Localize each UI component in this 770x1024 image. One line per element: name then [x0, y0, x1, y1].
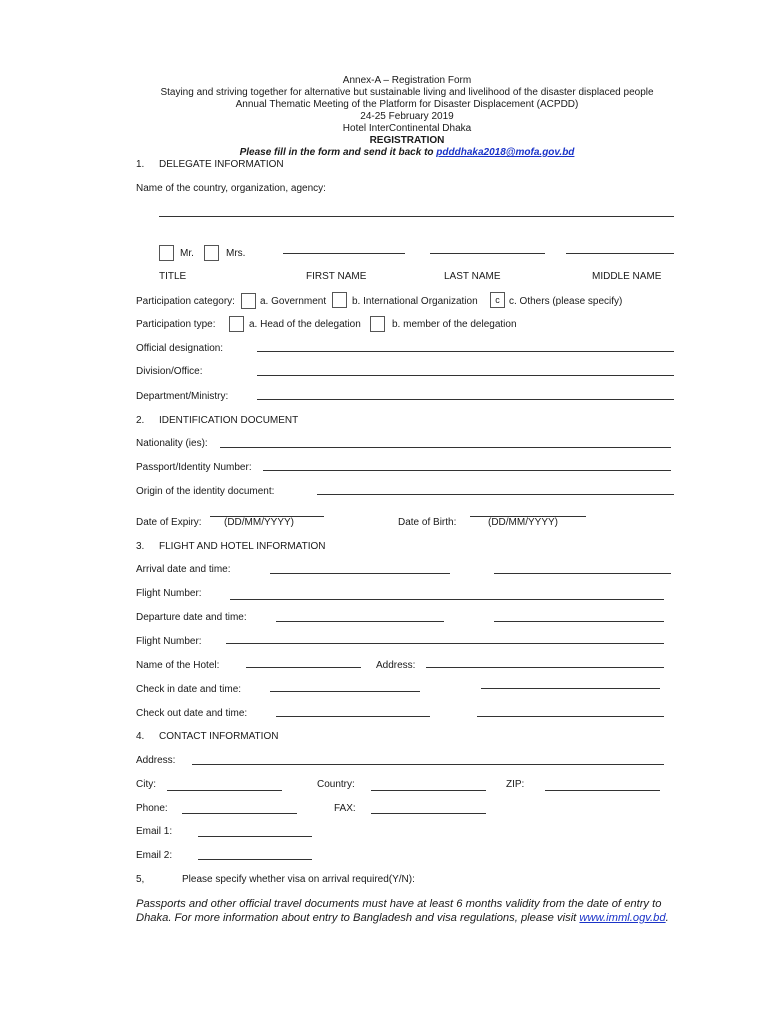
department-field[interactable] — [257, 399, 674, 400]
immigration-link[interactable]: www.imml.ogv.bd — [579, 912, 666, 924]
category-intl-org-checkbox[interactable] — [332, 292, 347, 308]
instruction-line — [0, 147, 770, 158]
annex-title: Annex-A – Registration Form — [342, 75, 472, 86]
venue-line: Hotel InterContinental Dhaka — [342, 123, 472, 134]
nationality-field[interactable] — [220, 447, 671, 448]
checkin-time-field[interactable] — [481, 688, 660, 689]
expiry-format: (DD/MM/YYYY) — [224, 517, 294, 528]
meeting-line: Annual Thematic Meeting of the Platform for Disaster Displacement (ACPDD) — [235, 99, 579, 110]
last-name-label: LAST NAME — [444, 271, 501, 282]
official-designation-field[interactable] — [257, 351, 674, 352]
arrival-date-field[interactable] — [270, 573, 450, 574]
passport-field[interactable] — [263, 470, 671, 471]
fax-label: FAX: — [334, 803, 356, 814]
section2-number: 2. — [136, 415, 145, 426]
departure-time-field[interactable] — [494, 621, 664, 622]
type-head-checkbox[interactable] — [229, 316, 244, 332]
dates-line: 24-25 February 2019 — [360, 111, 454, 122]
email1-label: Email 1: — [136, 826, 173, 837]
department-label: Department/Ministry: — [136, 391, 229, 402]
title-column-label: TITLE — [159, 271, 187, 282]
middle-name-label: MIDDLE NAME — [592, 271, 662, 282]
origin-field[interactable] — [317, 494, 674, 495]
city-field[interactable] — [167, 790, 282, 791]
email-link[interactable]: pdddhaka2018@mofa.gov.bd — [436, 147, 575, 158]
country-label: Country: — [317, 779, 355, 790]
email1-field[interactable] — [198, 836, 312, 837]
checkout-date-field[interactable] — [276, 716, 430, 717]
checkout-label: Check out date and time: — [136, 708, 248, 719]
phone-field[interactable] — [182, 813, 297, 814]
country-field[interactable] — [371, 790, 486, 791]
first-name-field[interactable] — [283, 253, 405, 254]
mrs-label: Mrs. — [226, 248, 246, 259]
section2-title: IDENTIFICATION DOCUMENT — [159, 415, 299, 426]
category-others-label: c. Others (please specify) — [509, 296, 623, 307]
hotel-address-label: Address: — [376, 660, 416, 671]
name-country-label: Name of the country, organization, agency: — [136, 183, 326, 194]
instruction-text: Please fill in the form and send it back to — [239, 147, 434, 158]
note-text: Passports and other official travel documents must have at least 6 months validity from the date of entry to Dhaka. For more information about entry to Bangladesh and visa regulations, please visit — [136, 898, 662, 924]
participation-type-label: Participation type: — [136, 319, 216, 330]
theme-line: Staying and striving together for alternative but sustainable living and livelihood of the disaster displaced people — [160, 87, 654, 98]
hotel-label: Name of the Hotel: — [136, 660, 220, 671]
section4-title: CONTACT INFORMATION — [159, 731, 279, 742]
category-others-checkbox[interactable]: c — [490, 292, 505, 308]
arrival-label: Arrival date and time: — [136, 564, 231, 575]
fax-field[interactable] — [371, 813, 486, 814]
arrival-time-field[interactable] — [494, 573, 671, 574]
participation-category-label: Participation category: — [136, 296, 235, 307]
type-head-label: a. Head of the delegation — [249, 319, 361, 330]
flight1-label: Flight Number: — [136, 588, 202, 599]
type-member-checkbox[interactable] — [370, 316, 385, 332]
mrs-checkbox[interactable] — [204, 245, 219, 261]
type-member-label: b. member of the delegation — [392, 319, 517, 330]
checkin-label: Check in date and time: — [136, 684, 242, 695]
category-government-label: a. Government — [260, 296, 327, 307]
contact-address-field[interactable] — [192, 764, 664, 765]
division-label: Division/Office: — [136, 366, 203, 377]
visa-label: Please specify whether visa on arrival required(Y/N): — [182, 874, 415, 885]
birth-label: Date of Birth: — [398, 517, 457, 528]
checkin-date-field[interactable] — [270, 691, 420, 692]
departure-date-field[interactable] — [276, 621, 444, 622]
origin-label: Origin of the identity document: — [136, 486, 275, 497]
category-government-checkbox[interactable] — [241, 293, 256, 309]
category-intl-org-label: b. International Organization — [352, 296, 478, 307]
expiry-label: Date of Expiry: — [136, 517, 202, 528]
mr-label: Mr. — [180, 248, 194, 259]
hotel-field[interactable] — [246, 667, 361, 668]
phone-label: Phone: — [136, 803, 168, 814]
zip-field[interactable] — [545, 790, 660, 791]
flight2-label: Flight Number: — [136, 636, 202, 647]
email2-field[interactable] — [198, 859, 312, 860]
note-end: . — [665, 912, 669, 924]
last-name-field[interactable] — [430, 253, 545, 254]
departure-label: Departure date and time: — [136, 612, 247, 623]
division-field[interactable] — [257, 375, 674, 376]
mr-checkbox[interactable] — [159, 245, 174, 261]
section4-number: 4. — [136, 731, 145, 742]
section3-title: FLIGHT AND HOTEL INFORMATION — [159, 541, 326, 552]
birth-format: (DD/MM/YYYY) — [488, 517, 558, 528]
hotel-address-field[interactable] — [426, 667, 664, 668]
section1-title: DELEGATE INFORMATION — [159, 159, 284, 170]
middle-name-field[interactable] — [566, 253, 674, 254]
name-country-field[interactable] — [159, 216, 674, 217]
section1-number: 1. — [136, 159, 145, 170]
official-designation-label: Official designation: — [136, 343, 224, 354]
passport-label: Passport/Identity Number: — [136, 462, 252, 473]
first-name-label: FIRST NAME — [306, 271, 367, 282]
nationality-label: Nationality (ies): — [136, 438, 208, 449]
contact-address-label: Address: — [136, 755, 176, 766]
passport-validity-note — [136, 897, 696, 925]
flight2-field[interactable] — [226, 643, 664, 644]
zip-label: ZIP: — [506, 779, 525, 790]
flight1-field[interactable] — [230, 599, 664, 600]
email2-label: Email 2: — [136, 850, 173, 861]
section5-number: 5, — [136, 874, 145, 885]
section3-number: 3. — [136, 541, 145, 552]
registration-heading: REGISTRATION — [369, 135, 445, 146]
checkout-time-field[interactable] — [477, 716, 664, 717]
city-label: City: — [136, 779, 156, 790]
